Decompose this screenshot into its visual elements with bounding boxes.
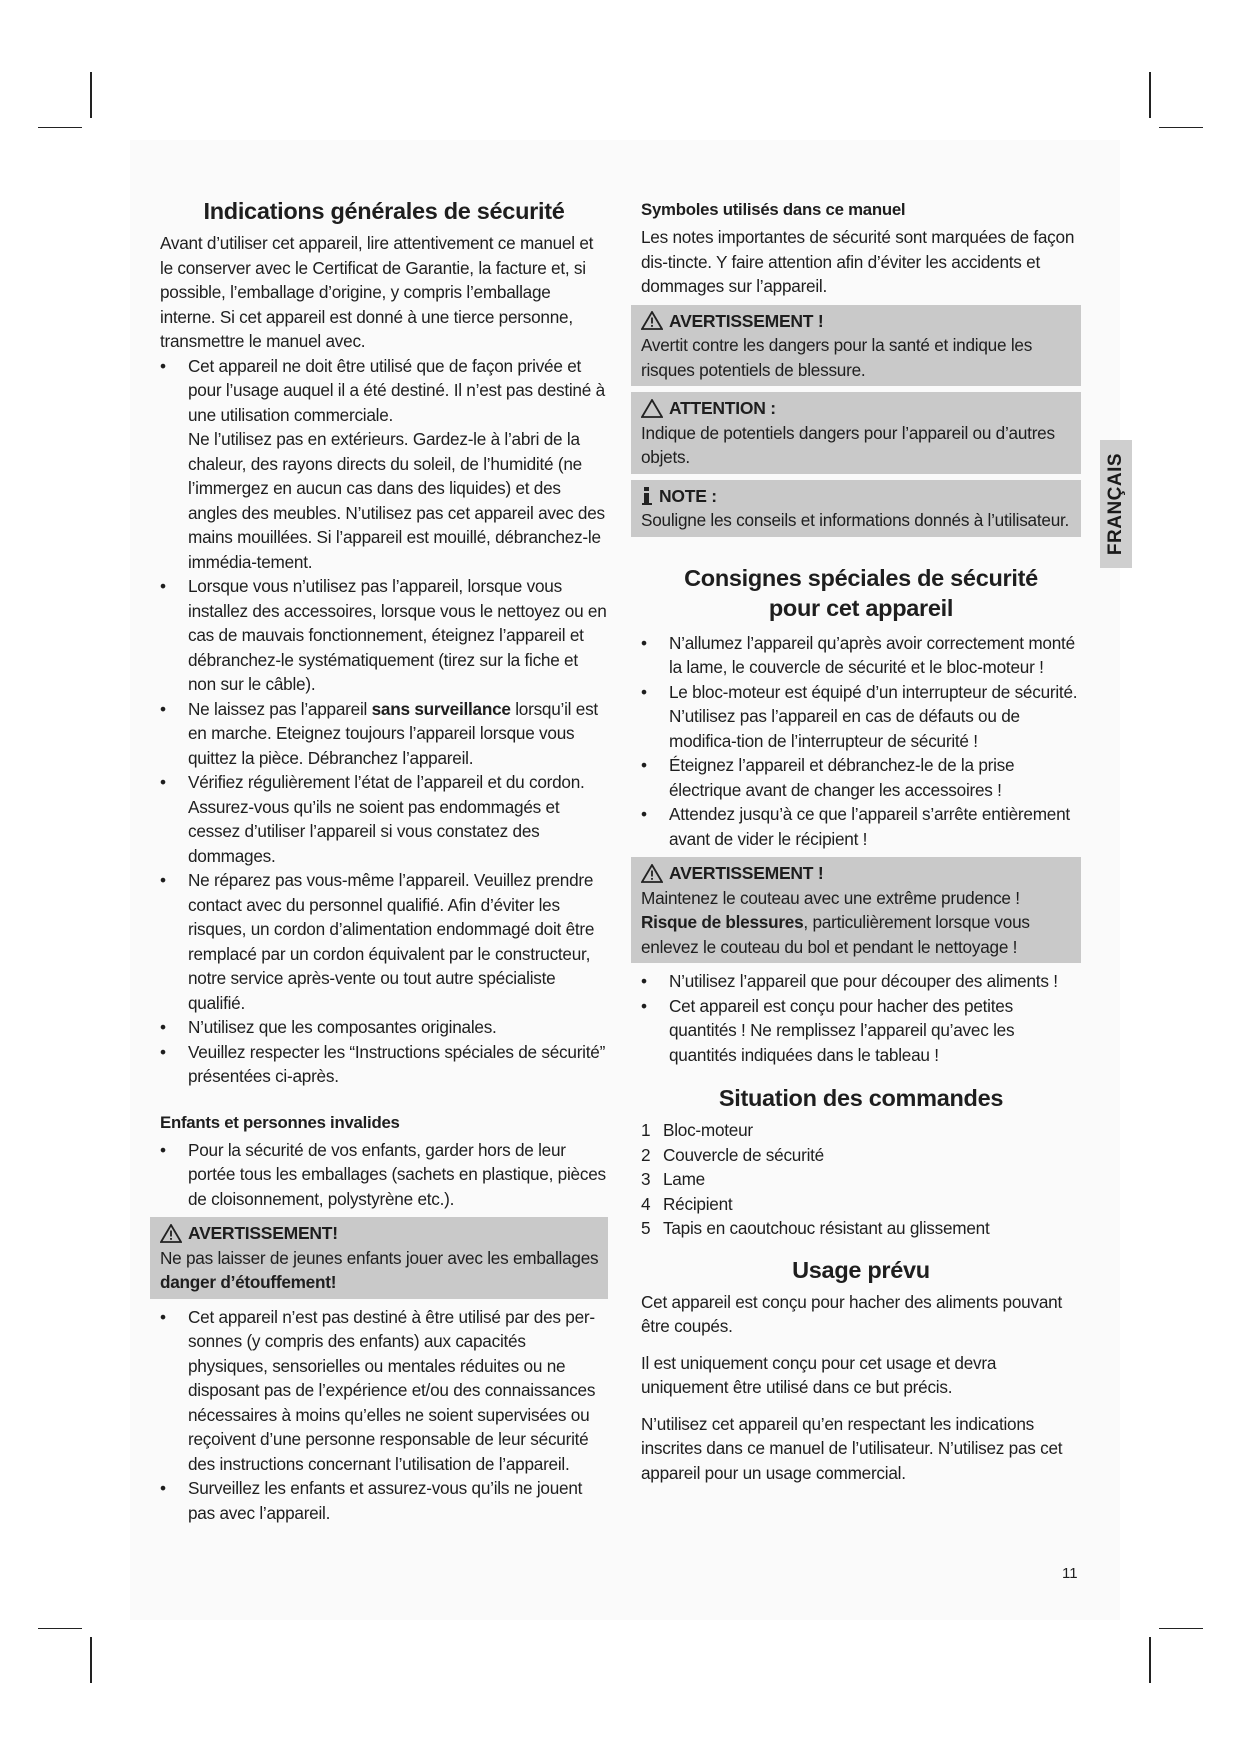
list-item: • Pour la sécurité de vos enfants, garder hors de leur portée tous les emballages (sachets en plastique, pièces de cloisonnement, polystyrène etc.).	[160, 1139, 606, 1209]
list-item: • Le bloc-moteur est équipé d’un interrupteur de sécurité. N’utilisez pas l’appareil en cas de défauts ou de modifica-tion de l’interrupteur de sécurité !	[641, 681, 1078, 751]
note-box-legend: NOTE : Souligne les conseils et informations donnés à l’utilisateur.	[631, 480, 1081, 537]
list-item: • Vérifiez régulièrement l’état de l’appareil et du cordon. Assurez-vous qu’ils ne soient pas endommagés et cessez d’utiliser l’appareil si vous constatez des dommages.	[160, 772, 585, 866]
crop-mark-tr-h	[1159, 127, 1203, 128]
control-item: 2 Couvercle de sécurité	[641, 1144, 824, 1165]
usage-paragraph: Cet appareil est conçu pour hacher des aliments pouvant être coupés.	[641, 1291, 1062, 1336]
list-item: • Attendez jusqu’à ce que l’appareil s’arrête entièrement avant de vider le récipient !	[641, 804, 1070, 849]
usage-paragraph: Il est uniquement conçu pour cet usage et devra uniquement être utilisé dans ce but précis.	[641, 1352, 997, 1397]
symbols-title: Symboles utilisés dans ce manuel	[641, 200, 906, 219]
general-safety-intro: Avant d’utiliser cet appareil, lire attentivement ce manuel et le conserver avec le Certificat de Garantie, la facture et, si possible, l’emballage d’origine, y compris l’emballage interne. Si cet appareil est donné à une tierce personne, transmettre le manuel avec.	[160, 233, 594, 351]
list-item: • Cet appareil ne doit être utilisé que de façon privée et pour l’usage auquel il a été destiné. Il n’est pas destiné à une utilisation commerciale. Ne l’utilisez pas en extérieurs. Gardez-le à l’abri de la chaleur, des rayons directs du soleil, de l’humidité (ne l’immergez en aucun cas dans des liquides) et des angles des meubles. N’utilisez pas cet appareil avec des mains mouillées. Si l’appareil est mouillé, débranchez-le immédia-tement.	[160, 355, 605, 572]
list-item: • Éteignez l’appareil et débranchez-le de la prise électrique avant de changer les accessoires !	[641, 755, 1015, 800]
bullet: •	[160, 576, 166, 596]
bullet: •	[160, 1306, 166, 1327]
bullet: •	[160, 1041, 166, 1062]
bullet: •	[160, 1139, 166, 1160]
crop-mark-tr-v	[1149, 72, 1151, 118]
language-tab: FRANÇAIS	[1100, 440, 1132, 568]
bullet: •	[160, 698, 166, 719]
control-item: 3 Lame	[641, 1169, 705, 1189]
bullet: •	[160, 870, 166, 890]
general-safety-list	[160, 354, 608, 1089]
usage-title: Usage prévu	[792, 1256, 930, 1283]
crop-mark-bl-v	[90, 1637, 92, 1683]
warning-box-knife: AVERTISSEMENT ! Maintenez le couteau avec une extrême prudence ! Risque de blessures, particulièrement lorsque vous enlevez le couteau du bol et pendant le nettoyage !	[631, 857, 1081, 963]
crop-mark-tl-v	[90, 72, 92, 118]
controls-list	[641, 1118, 1081, 1241]
bullet: •	[641, 681, 647, 702]
caution-triangle-icon	[641, 399, 663, 418]
special-safety-list	[641, 631, 1081, 852]
left-column	[160, 196, 608, 1525]
bullet: •	[641, 995, 647, 1016]
control-item: 4 Récipient	[641, 1193, 733, 1214]
warning-title: AVERTISSEMENT!	[188, 1223, 338, 1243]
list-item: • Ne laissez pas l’appareil sans surveillance lorsqu’il est en marche. Eteignez toujours l’appareil lorsque vous quittez la pièce. Débranchez l’appareil.	[160, 698, 598, 768]
crop-mark-tl-h	[38, 127, 82, 128]
bullet: •	[160, 772, 166, 792]
list-item: • Cet appareil est conçu pour hacher des petites quantités ! Ne remplissez l’appareil qu’avec les quantités indiquées dans le tableau !	[641, 995, 1015, 1065]
controls-title: Situation des commandes	[718, 1085, 1004, 1111]
symbols-text: Les notes importantes de sécurité sont marquées de façon dis-tincte. Y faire attention afin d’éviter les accidents et dommages sur l’appareil.	[641, 227, 1075, 296]
bullet: •	[160, 1017, 166, 1037]
info-icon	[641, 486, 653, 506]
crop-mark-bl-h	[38, 1628, 82, 1629]
bullet: •	[641, 971, 647, 991]
list-item: • Lorsque vous n’utilisez pas l’appareil, lorsque vous installez des accessoires, lorsque vous le nettoyez ou en cas de mauvais fonctionnement, éteignez l’appareil et débranchez-le systématiquement (tirez sur la fiche et non sur le câble).	[160, 576, 607, 694]
warning-triangle-icon	[160, 1224, 182, 1243]
bullet: •	[160, 1478, 166, 1498]
control-item: 5 Tapis en caoutchouc résistant au glissement	[641, 1218, 990, 1238]
list-item: • Surveillez les enfants et assurez-vous qu’ils ne jouent pas avec l’appareil.	[160, 1478, 583, 1523]
page-number: 11	[1062, 1565, 1078, 1582]
warning-text: Ne pas laisser de jeunes enfants jouer avec les emballages	[160, 1247, 599, 1268]
special-safety-title: Consignes spéciales de sécurité pour cet appareil	[684, 564, 1038, 621]
attention-box-legend: ATTENTION : Indique de potentiels dangers pour l’appareil ou d’autres objets.	[631, 392, 1081, 474]
warning-bold-text: danger d’étouffement!	[160, 1272, 337, 1292]
warning-box-children	[150, 1217, 608, 1299]
bullet: •	[160, 355, 166, 376]
right-column	[641, 198, 1081, 1485]
general-safety-title: Indications générales de sécurité	[203, 198, 565, 224]
bullet: •	[641, 632, 647, 653]
crop-mark-br-h	[1159, 1628, 1203, 1629]
bullet: •	[641, 755, 647, 775]
crop-mark-br-v	[1149, 1637, 1151, 1683]
children-section-title: Enfants et personnes invalides	[160, 1112, 400, 1132]
warning-triangle-icon	[641, 311, 663, 330]
list-item: • Cet appareil n’est pas destiné à être utilisé par des per-sonnes (y compris des enfants) aux capacités physiques, sensorielles ou mentales réduites ou ne disposant pas de l’expérience et/ou des connaissances nécessaires à moins qu’elles ne soient supervisées ou reçoivent d’une personne responsable de leur sécurité des instructions concernant l’utilisation de l’appareil.	[160, 1306, 596, 1474]
list-item: • Ne réparez pas vous-même l’appareil. Veuillez prendre contact avec du personnel qualifié. Afin d’éviter les risques, un cordon d’alimentation endommagé doit être remplacé par un cordon équivalent par le constructeur, notre service après-vente ou tout autre spécialiste qualifié.	[160, 870, 595, 1013]
bullet: •	[641, 804, 647, 824]
list-item: • N’utilisez que les composantes originales.	[160, 1015, 608, 1040]
list-item: • Veuillez respecter les “Instructions spéciales de sécurité” présentées ci-après.	[160, 1041, 606, 1086]
usage-paragraph: N’utilisez cet appareil qu’en respectant les indications inscrites dans ce manuel de l’utilisateur. N’utilisez pas cet appareil pour un usage commercial.	[641, 1413, 1063, 1483]
warning-triangle-icon	[641, 864, 663, 883]
list-item: • N’allumez l’appareil qu’après avoir correctement monté la lame, le couvercle de sécurité et le bloc-moteur !	[641, 632, 1075, 677]
control-item: 1 Bloc-moteur	[641, 1120, 753, 1140]
warning-box-legend: AVERTISSEMENT ! Avertit contre les dangers pour la santé et indique les risques potentiels de blessure.	[631, 305, 1081, 387]
list-item: • N’utilisez l’appareil que pour découper des aliments !	[641, 969, 1081, 994]
